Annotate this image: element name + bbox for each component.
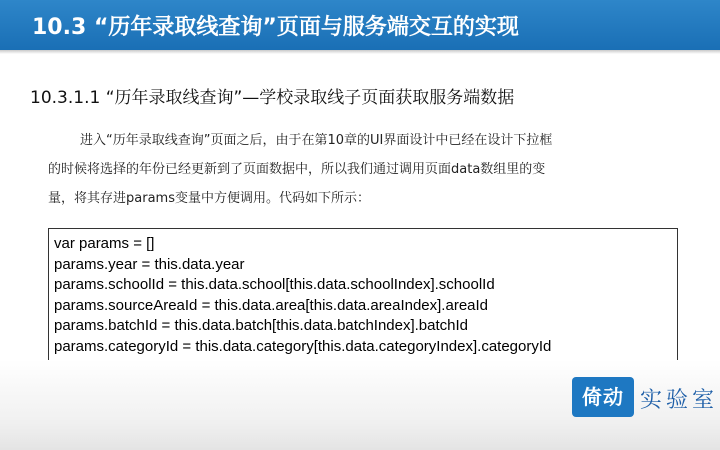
- paragraph-line: 的时候将选择的年份已经更新到了页面数据中，所以我们通过调用页面data数组里的变: [48, 162, 546, 177]
- title-bar: [0, 0, 720, 50]
- logo-badge: 倚动: [572, 377, 634, 417]
- paragraph-line: 进入“历年录取线查询”页面之后，由于在第10章的UI界面设计中已经在设计下拉框: [80, 133, 553, 148]
- section-subtitle: 10.3.1.1 “历年录取线查询”—学校录取线子页面获取服务端数据: [30, 88, 515, 108]
- code-block: [48, 228, 678, 364]
- page-title: 10.3 “历年录取线查询”页面与服务端交互的实现: [32, 15, 519, 40]
- paragraph-line: 量，将其存进params变量中方便调用。代码如下所示：: [48, 191, 370, 206]
- code-line: var params = []: [54, 235, 155, 252]
- title-shadow: [0, 50, 720, 54]
- logo-label: 实验室: [640, 388, 719, 413]
- body-paragraph: [48, 126, 673, 213]
- code-line: params.categoryId = this.data.category[this.data.categoryIndex].categoryId: [54, 337, 552, 355]
- lab-logo: [572, 377, 719, 417]
- code-line: params.sourceAreaId = this.data.area[this.data.areaIndex].areaId: [54, 296, 489, 314]
- code-line: params.batchId = this.data.batch[this.data.batchIndex].batchId: [54, 317, 469, 334]
- code-line: params.year = this.data.year: [54, 255, 245, 273]
- code-line: params.schoolId = this.data.school[this.data.schoolIndex].schoolId: [54, 276, 495, 293]
